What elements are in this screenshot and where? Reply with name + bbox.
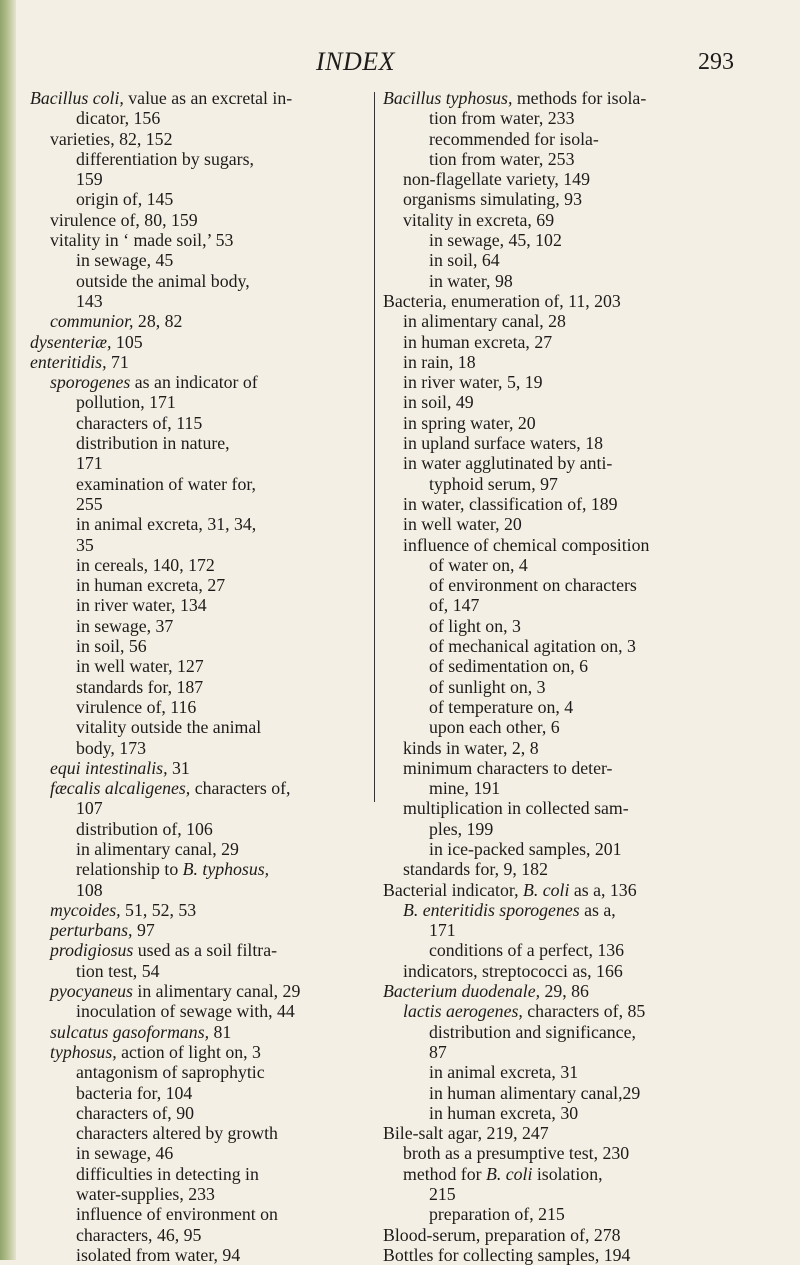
entry-text: distribution in nature, (76, 433, 230, 454)
entry-term: sulcatus gasoformans, (50, 1021, 210, 1042)
entry-text: ples, 199 (429, 818, 494, 839)
entry-text: 255 (76, 493, 103, 514)
entry-text: in soil, 64 (429, 250, 500, 271)
index-entry (30, 555, 370, 575)
index-entry (383, 961, 728, 981)
entry-text: in water agglutinated by anti- (403, 453, 613, 474)
entry-text: in sewage, 46 (76, 1143, 174, 1164)
index-entry (30, 839, 370, 859)
index-column-right (383, 88, 728, 1265)
entry-text: Blood-serum, preparation of, 278 (383, 1224, 621, 1245)
index-entry (383, 981, 728, 1001)
index-entry (383, 656, 728, 676)
entry-term: mycoides, (50, 899, 121, 920)
entry-text: inoculation of sewage with, 44 (76, 1001, 295, 1022)
index-entry (30, 88, 370, 108)
index-entry (383, 595, 728, 615)
index-entry (30, 616, 370, 636)
index-entry (30, 1123, 370, 1143)
entry-text: in soil, 49 (403, 392, 474, 413)
entry-term: B. coli (523, 879, 570, 900)
entry-text: recommended for isola- (429, 128, 599, 149)
entry-text: preparation of, 215 (429, 1204, 565, 1225)
entry-text: tion test, 54 (76, 960, 160, 981)
entry-text: origin of, 145 (76, 189, 174, 210)
entry-text: in alimentary canal, 28 (403, 311, 566, 332)
index-entry (383, 1225, 728, 1245)
page-number: 293 (698, 49, 734, 75)
entry-text: 143 (76, 290, 103, 311)
entry-text: influence of environment on (76, 1204, 278, 1225)
index-entry (383, 1123, 728, 1143)
page-header (0, 42, 800, 82)
entry-text: 35 (76, 534, 94, 555)
entry-text: method for (403, 1163, 486, 1184)
entry-text: in spring water, 20 (403, 412, 536, 433)
entry-text: characters, 46, 95 (76, 1224, 202, 1245)
page-title: INDEX (316, 47, 396, 76)
entry-text: upon each other, 6 (429, 717, 560, 738)
entry-text: in cereals, 140, 172 (76, 554, 215, 575)
entry-text: broth as a presumptive test, 230 (403, 1143, 630, 1164)
index-entry (30, 230, 370, 250)
entry-text: of, 147 (429, 595, 480, 616)
index-entry (30, 1143, 370, 1163)
entry-text: in sewage, 37 (76, 615, 174, 636)
entry-text: characters of, (190, 778, 291, 799)
entry-text: difficulties in detecting in (76, 1163, 259, 1184)
entry-text: minimum characters to deter- (403, 757, 613, 778)
index-entry (30, 778, 370, 798)
index-entry (30, 636, 370, 656)
entry-text: virulence of, 80, 159 (50, 209, 198, 230)
index-entry (30, 108, 370, 128)
entry-text: body, 173 (76, 737, 146, 758)
index-entry (383, 392, 728, 412)
entry-text: of water on, 4 (429, 554, 528, 575)
index-entry (383, 433, 728, 453)
index-entry (30, 1042, 370, 1062)
entry-text: bacteria for, 104 (76, 1082, 193, 1103)
index-entry (383, 798, 728, 818)
index-entry (30, 332, 370, 352)
entry-text: as a, (579, 899, 616, 920)
index-entry (383, 514, 728, 534)
index-entry (30, 1062, 370, 1082)
entry-text: 107 (76, 798, 103, 819)
entry-text: in animal excreta, 31, 34, (76, 514, 257, 535)
index-entry (383, 453, 728, 473)
index-entry (30, 1001, 370, 1021)
index-entry (30, 920, 370, 940)
entry-text: 71 (106, 351, 129, 372)
index-entry (383, 1164, 728, 1184)
index-entry (383, 230, 728, 250)
entry-text: 87 (429, 1041, 447, 1062)
index-entry (383, 1103, 728, 1123)
index-entry (30, 717, 370, 737)
entry-text: 159 (76, 169, 103, 190)
entry-text: in well water, 20 (403, 514, 522, 535)
entry-text: typhoid serum, 97 (429, 473, 558, 494)
entry-text: characters of, 90 (76, 1102, 194, 1123)
index-entry (383, 108, 728, 128)
index-entry (30, 291, 370, 311)
index-entry (383, 697, 728, 717)
entry-text: as an indicator of (130, 372, 258, 393)
index-entry (383, 1062, 728, 1082)
entry-text: vitality in excreta, 69 (403, 209, 555, 230)
entry-text: differentiation by sugars, (76, 148, 254, 169)
index-entry (30, 1204, 370, 1224)
index-entry (30, 1164, 370, 1184)
index-entry (30, 1083, 370, 1103)
index-entry (383, 311, 728, 331)
entry-text: 28, 82 (133, 311, 183, 332)
index-entry (30, 494, 370, 514)
entry-text: in human excreta, 27 (403, 331, 553, 352)
entry-term: equi intestinalis, (50, 757, 168, 778)
index-entry (30, 738, 370, 758)
index-entry (383, 920, 728, 940)
entry-text: tion from water, 253 (429, 148, 575, 169)
entry-text: 171 (429, 920, 456, 941)
entry-text: in soil, 56 (76, 636, 147, 657)
index-entry (383, 778, 728, 798)
index-entry (30, 859, 370, 879)
entry-text: outside the animal body, (76, 270, 250, 291)
index-entry (383, 940, 728, 960)
entry-text: dicator, 156 (76, 108, 161, 129)
index-entry (383, 575, 728, 595)
index-entry (383, 1022, 728, 1042)
index-column-left (30, 88, 370, 1265)
entry-text: standards for, 187 (76, 676, 204, 697)
entry-text: in human excreta, 27 (76, 575, 226, 596)
entry-term: dysenteriæ, (30, 331, 112, 352)
index-entry (30, 1103, 370, 1123)
index-entry (383, 1042, 728, 1062)
index-entry (30, 880, 370, 900)
entry-text: in rain, 18 (403, 351, 476, 372)
index-entry (383, 210, 728, 230)
index-entry (383, 352, 728, 372)
index-entry (30, 535, 370, 555)
entry-text: non-flagellate variety, 149 (403, 169, 590, 190)
entry-term: enteritidis, (30, 351, 107, 372)
index-entry (30, 372, 370, 392)
entry-text: of sunlight on, 3 (429, 676, 546, 697)
entry-text: Bottles for collecting samples, 194 (383, 1244, 631, 1265)
entry-text: 215 (429, 1184, 456, 1205)
entry-text: in water, 98 (429, 270, 513, 291)
index-entry (30, 819, 370, 839)
entry-term: Bacillus typhosus, (383, 88, 513, 108)
entry-text: in well water, 127 (76, 656, 204, 677)
index-entry (30, 1022, 370, 1042)
entry-text: indicators, streptococci as, 166 (403, 960, 623, 981)
index-entry (30, 677, 370, 697)
index-entry (30, 129, 370, 149)
index-entry (30, 940, 370, 960)
index-entry (30, 250, 370, 270)
index-entry (383, 555, 728, 575)
entry-text: multiplication in collected sam- (403, 798, 629, 819)
entry-text: in animal excreta, 31 (429, 1062, 579, 1083)
entry-term: prodigiosus (50, 940, 134, 961)
entry-text: of environment on characters (429, 575, 637, 596)
entry-text: in upland surface waters, 18 (403, 433, 603, 454)
entry-text: 51, 52, 53 (120, 899, 197, 920)
entry-text: value as an excretal in- (123, 88, 293, 108)
index-entry (383, 758, 728, 778)
entry-text: in sewage, 45 (76, 250, 174, 271)
entry-text: antagonism of saprophytic (76, 1062, 265, 1083)
entry-text: organisms simulating, 93 (403, 189, 582, 210)
index-entry (383, 1184, 728, 1204)
index-entry (383, 880, 728, 900)
entry-text: in human excreta, 30 (429, 1102, 579, 1123)
entry-text: 97 (132, 920, 155, 941)
index-entry (383, 819, 728, 839)
index-entry (30, 169, 370, 189)
index-entry (383, 616, 728, 636)
index-entry (383, 149, 728, 169)
index-entry (30, 413, 370, 433)
entry-text: kinds in water, 2, 8 (403, 737, 539, 758)
index-entry (383, 839, 728, 859)
index-entry (383, 474, 728, 494)
entry-term: B. enteritidis sporogenes (403, 899, 580, 920)
index-entry (30, 1225, 370, 1245)
index-entry (383, 189, 728, 209)
index-entry (383, 1204, 728, 1224)
index-entry (30, 595, 370, 615)
index-entry (383, 1083, 728, 1103)
column-divider (374, 92, 375, 802)
index-entry (30, 189, 370, 209)
entry-text: water-supplies, 233 (76, 1184, 215, 1205)
entry-text: in alimentary canal, 29 (132, 981, 301, 1002)
entry-text: relationship to (76, 859, 179, 880)
entry-term: typhosus, (50, 1041, 117, 1062)
index-entry (383, 250, 728, 270)
index-entry (30, 575, 370, 595)
index-entry (30, 798, 370, 818)
entry-text: 29, 86 (540, 981, 589, 1002)
index-entry (383, 88, 728, 108)
entry-text: isolated from water, 94 (76, 1244, 241, 1265)
entry-text: of mechanical agitation on, 3 (429, 636, 636, 657)
entry-text: vitality outside the animal (76, 717, 262, 738)
index-entry (30, 961, 370, 981)
entry-text: in ice-packed samples, 201 (429, 838, 622, 859)
index-entry (383, 1143, 728, 1163)
entry-text: 81 (209, 1021, 232, 1042)
entry-text: in human alimentary canal,29 (429, 1082, 641, 1103)
entry-text: in alimentary canal, 29 (76, 838, 239, 859)
entry-term: B. typhosus, (178, 859, 270, 880)
entry-text: in sewage, 45, 102 (429, 230, 562, 251)
index-entry (30, 392, 370, 412)
entry-text: varieties, 82, 152 (50, 128, 173, 149)
index-entry (383, 372, 728, 392)
entry-text: in river water, 5, 19 (403, 372, 543, 393)
entry-text: examination of water for, (76, 473, 256, 494)
index-entry (383, 129, 728, 149)
entry-text: isolation, (532, 1163, 603, 1184)
index-entry (30, 1184, 370, 1204)
entry-term: Bacillus coli, (30, 88, 124, 108)
entry-text: 171 (76, 453, 103, 474)
entry-text: Bacterial indicator, (383, 879, 523, 900)
index-entry (30, 352, 370, 372)
index-entry (30, 453, 370, 473)
entry-text: distribution of, 106 (76, 818, 213, 839)
index-entry (30, 697, 370, 717)
index-entry (383, 1001, 728, 1021)
index-entry (30, 656, 370, 676)
index-entry (30, 149, 370, 169)
index-entry (30, 1245, 370, 1265)
entry-term: sporogenes (50, 372, 131, 393)
entry-text: characters of, 85 (522, 1001, 646, 1022)
index-entry (30, 514, 370, 534)
entry-text: distribution and significance, (429, 1021, 636, 1042)
index-entry (383, 738, 728, 758)
entry-term: B. coli (485, 1163, 533, 1184)
entry-text: in river water, 134 (76, 595, 207, 616)
entry-text: vitality in ‘ made soil,’ 53 (50, 230, 234, 251)
index-entry (383, 494, 728, 514)
entry-text: mine, 191 (429, 778, 501, 799)
entry-text: of temperature on, 4 (429, 696, 574, 717)
entry-text: Bacteria, enumeration of, 11, 203 (383, 290, 621, 311)
entry-text: 31 (167, 757, 190, 778)
entry-text: of sedimentation on, 6 (429, 656, 589, 677)
index-entry (30, 433, 370, 453)
entry-text: tion from water, 233 (429, 108, 575, 129)
entry-text: used as a soil filtra- (133, 940, 278, 961)
index-entry (383, 717, 728, 737)
index-entry (383, 900, 728, 920)
entry-text: characters of, 115 (76, 412, 203, 433)
index-entry (30, 271, 370, 291)
entry-text: characters altered by growth (76, 1123, 278, 1144)
index-entry (30, 900, 370, 920)
index-entry (30, 758, 370, 778)
entry-text: 108 (76, 879, 103, 900)
entry-text: 105 (111, 331, 143, 352)
entry-text: as a, 136 (569, 879, 637, 900)
index-entry (383, 535, 728, 555)
index-entry (383, 271, 728, 291)
index-entry (30, 474, 370, 494)
index-entry (383, 413, 728, 433)
index-entry (30, 311, 370, 331)
entry-text: Bile-salt agar, 219, 247 (383, 1123, 549, 1144)
entry-text: influence of chemical composition (403, 534, 650, 555)
entry-term: Bacterium duodenale, (383, 981, 541, 1002)
index-entry (383, 1245, 728, 1265)
index-entry (30, 981, 370, 1001)
page-edge-shadow (0, 0, 16, 1260)
index-entry (30, 210, 370, 230)
entry-term: communior, (50, 311, 134, 332)
index-entry (383, 636, 728, 656)
entry-text: conditions of a perfect, 136 (429, 940, 625, 961)
entry-term: fæcalis alcaligenes, (50, 778, 191, 799)
index-entry (383, 169, 728, 189)
entry-term: perturbans, (50, 920, 133, 941)
index-entry (383, 859, 728, 879)
index-entry (383, 677, 728, 697)
entry-text: virulence of, 116 (76, 696, 197, 717)
entry-text: in water, classification of, 189 (403, 493, 618, 514)
entry-term: lactis aerogenes, (403, 1001, 523, 1022)
entry-text: action of light on, 3 (116, 1041, 261, 1062)
entry-text: methods for isola- (512, 88, 647, 108)
index-entry (383, 332, 728, 352)
entry-text: pollution, 171 (76, 392, 176, 413)
index-entry (383, 291, 728, 311)
entry-text: standards for, 9, 182 (403, 859, 548, 880)
entry-term: pyocyaneus (50, 981, 133, 1002)
entry-text: of light on, 3 (429, 615, 521, 636)
